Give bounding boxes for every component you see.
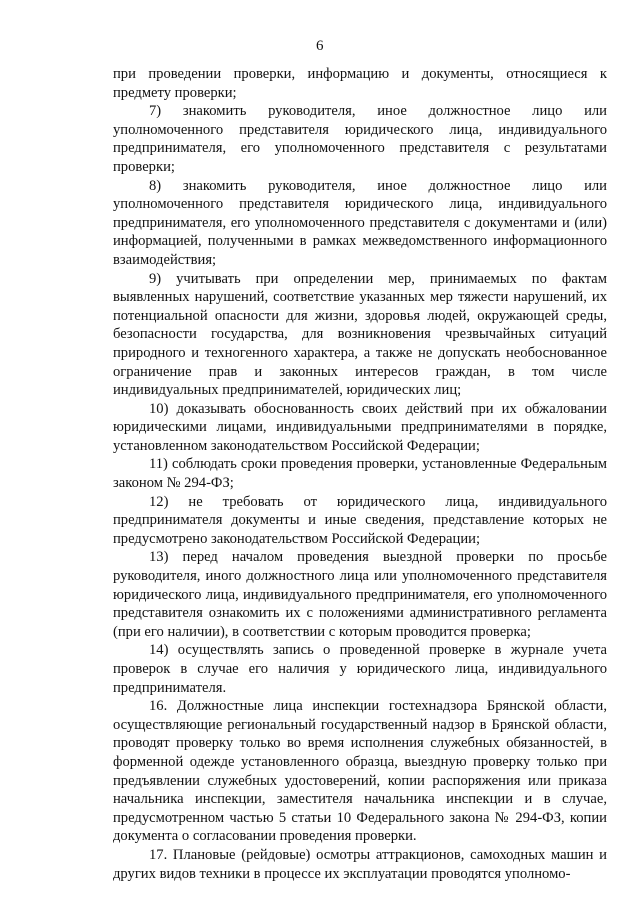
paragraph-section-17: 17. Плановые (рейдовые) осмотры аттракционов, самоходных машин и других видов техники в процессе их эксплуатации проводятся уполномо- xyxy=(113,846,607,882)
paragraph-continuation: при проведении проверки, информацию и документы, относящиеся к предмету проверки; xyxy=(113,66,607,101)
paragraph-item-14: 14) осуществлять запись о проведенной проверке в журнале учета проверок в случае его наличия у юридического лица, индивидуального предпринимателя. xyxy=(113,642,607,696)
paragraph-item-7: 7) знакомить руководителя, иное должностное лицо или уполномоченного представителя юридического лица, индивидуального предпринимателя, его уполномоченного представителя с результатами проверки; xyxy=(113,103,607,175)
paragraph-item-10: 10) доказывать обоснованность своих действий при их обжаловании юридическими лицами, индивидуальными предпринимателями в порядке, установленном законодательством Российской Федерации; xyxy=(113,400,607,454)
paragraph-item-9: 9) учитывать при определении мер, принимаемых по фактам выявленных нарушений, соответствие указанных мер тяжести нарушений, их потенциальной опасности для жизни, здоровья людей, окружающей среды, безопасности государства, для возникновения чрезвычайных ситуаций природного и техногенного характера, а также не допускать необоснованное ограничение прав и законных интересов граждан, в том числе индивидуальных предпринимателей, юридических лиц; xyxy=(113,270,607,399)
paragraph-item-11: 11) соблюдать сроки проведения проверки, установленные Федеральным законом № 294-ФЗ; xyxy=(113,456,607,492)
page-number: 6 xyxy=(316,38,324,54)
paragraph-item-13: 13) перед началом проведения выездной проверки по просьбе руководителя, иного должностного лица или уполномоченного представителя юридического лица, индивидуального предпринимателя, его уполномоченного представителя ознакомить их с положениями административного регламента (при его наличии), в соответствии с которым проводится проверка; xyxy=(113,549,607,640)
body-text xyxy=(113,65,607,883)
paragraph-item-8: 8) знакомить руководителя, иное должностное лицо или уполномоченного представителя юридического лица, индивидуального предпринимателя, его уполномоченного представителя с документами и (или) информацией, полученными в рамках межведомственного информационного взаимодействия; xyxy=(113,177,607,268)
paragraph-section-16: 16. Должностные лица инспекции гостехнадзора Брянской области, осуществляющие региональный государственный надзор в Брянской области, проводят проверку только во время исполнения служебных обязанностей, в форменной одежде установленного образца, выездную проверку только при предъявлении служебных удостоверений, копии распоряжения или приказа начальника инспекции, заместителя начальника инспекции и в случае, предусмотренном частью 5 статьи 10 Федерального закона № 294-ФЗ, копии документа о согласовании проведения проверки. xyxy=(113,698,607,845)
paragraph-item-12: 12) не требовать от юридического лица, индивидуального предпринимателя документы и иные сведения, представление которых не предусмотрено законодательством Российской Федерации; xyxy=(113,493,607,547)
